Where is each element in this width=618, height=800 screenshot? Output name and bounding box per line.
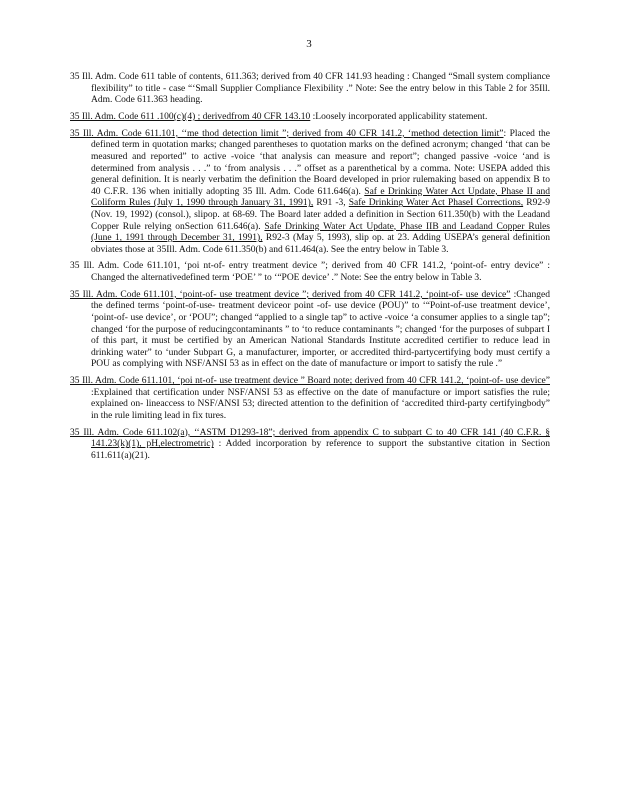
entry-611-363-heading: 35 Ill. Adm. Code 611 table of contents, 611.363; derived from 40 CFR 141.93 heading : Changed “Small system compliance flexibility” to title - case “‘Small Supplier Compliance Flexibility .” Note: See the entry below in this Table 2 for 35Ill. Adm. Code 611.363 heading. [70,72,550,106]
entry-point-of-use-board-note: 35 Ill. Adm. Code 611.101, ‘poi nt-of- use treatment device ” Board note; derived from 40 CFR 141.2, ‘point-of- use device” :Explained that certification under NSF/ANSI 53 as effective on the date of manufacture or import satisfies the rule; explained on- lineaccess to NSF/ANSI 53; directed attention to the definition of ‘accredited third-party certifyingbody” in the rule limiting lead in fix tures. [70,376,550,421]
entry-point-of-use-device: 35 Ill. Adm. Code 611.101, ‘point-of- use treatment device ”; derived from 40 CFR 141.2, ‘point-of- use device” :Changed the defined terms ‘point-of-use- treatment deviceor point -of- use device (POU)” to ‘“Point-of-use treatment device’, ‘point-of- use device’, or ‘POU”; changed “applied to a single tap” to active -voice ‘a consumer applies to a single tap”; changed ‘for the purpose of reducingcontaminants ” to ‘to reduce contaminants ”; changed ‘for the purposes of subpart I of this part, it must be certified by an American National Standards Institute accredited certifier to reduce lead in drinking water” to ‘under Subpart G, a manufacturer, importer, or accredited third-partycertifying body must certify a POU as complying with NSF/ANSI 53 as in effect on the date of manufacture or import to satisfy the rule .” [70,289,550,370]
case-title: Safe Drinking Water Act Update, Phase IIB and Leadand Copper Rules (June 1, 1991 through December 31, 1991), [91,221,550,244]
entry-point-of-entry-device: 35 Ill. Adm. Code 611.101, ‘poi nt-of- entry treatment device ”; derived from 40 CFR 141.2, ‘point-of- entry device” : Changed the alternativedefined term ‘POE’ ” to ‘“POE device’ .” Note: See the entry below in Table 3. [70,261,550,284]
entry-611-100-c-4: 35 Ill. Adm. Code 611 .100(c)(4) ; derivedfrom 40 CFR 143.10 :Loosely incorporated applicability statement. [70,111,488,122]
page-number: 3 [306,38,312,50]
entry-citation: 35 Ill. Adm. Code 611.101, ‘point-of- use treatment device ”; derived from 40 CFR 141.2, ‘point-of- use device” [70,289,511,300]
entry-citation: 35 Ill. Adm. Code 611.101, ‘‘me thod detection limit ”; derived from 40 CFR 141.2, ‘method detection limit” [70,128,504,139]
entry-citation: 35 Ill. Adm. Code 611.101, ‘poi nt-of- use treatment device ” Board note; derived from 40 CFR 141.2, ‘point-of- use device” [70,376,550,387]
entry-method-detection-limit: 35 Ill. Adm. Code 611.101, ‘‘me thod detection limit ”; derived from 40 CFR 141.2, ‘method detection limit”: Placed the defined term in quotation marks; changed parentheses to quotation marks on the defined acronym; changed ‘that can be measured and reported” to active -voice ‘that analysis can measure and report”; changed passive -voice ‘and is determined from analysis . . .” to ‘from analysis . . .” offset as a parenthetical by a comma. Note: USEPA added this general definition. It is nearly verbatim the definition the Board developed in prior rulemaking based on appendix B to 40 C.F.R. 136 when initially adopting 35 Ill. Adm. Code 611.646(a). Saf e Drinking Water Act Update, Phase II and Coliform Rules (July 1, 1990 through January 31, 1991), R91 -3, Safe Drinking Water Act PhaseI Corrections, R92-9 (Nov. 19, 1992) (consol.), slipop. at 68-69. The Board later added a definition in Section 611.350(b) with the Leadand Copper Rule relying onSection 611.646(a). Safe Drinking Water Act Update, Phase IIB and Leadand Copper Rules (June 1, 1991 through December 31, 1991), R92-3 (May 5, 1993), slip op. at 23. Adding USEPA’s general definition obviates those at 35Ill. Adm. Code 611.350(b) and 611.464(a). See the entry below in Table 3. [70,128,551,255]
entry-astm-d1293-18: 35 Ill. Adm. Code 611.102(a), ‘‘ASTM D1293-18”; derived from appendix C to subpart C to 40 CFR 141 (40 C.F.R. § 141.23(k)(1), pH,electrometric) : Added incorporation by reference to support the substantive citation in Section 611.611(a)(21). [70,427,550,461]
case-title: Saf e Drinking Water Act Update, Phase II and Coliform Rules (July 1, 1990 through January 31, 1991), [91,186,550,209]
entry-citation: 35 Ill. Adm. Code 611.102(a), ‘‘ASTM D1293-18”; derived from appendix C to subpart C to 40 CFR 141 (40 C.F.R. § 141.23(k)(1), pH,electrometric) [70,427,550,450]
case-title: Safe Drinking Water Act PhaseI Corrections, [348,198,524,209]
table-entries [70,72,550,468]
entry-citation: 35 Ill. Adm. Code 611 .100(c)(4) ; derivedfrom 40 CFR 143.10 [70,111,311,122]
